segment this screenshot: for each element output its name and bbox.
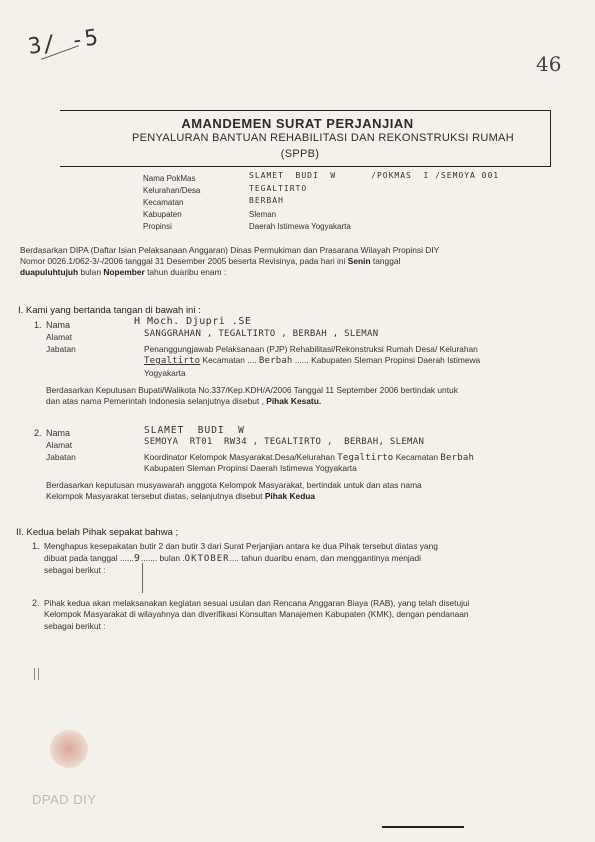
- party-1-basis-line-1: Berdasarkan Keputusan Bupati/Walikota No.337/Kep.KDH/A/2006 Tanggal 11 September 2006 bertindak untuk: [46, 385, 458, 395]
- section-2-item-2-line-2: Kelompok Masyarakat di wilayahnya dan diverifikasi Konsultan Manajemen Kabupaten (KMK), dengan pendanaan: [44, 609, 469, 619]
- party-1-basis-text: dan atas nama Pemerintah Indonesia selanjutnya disebut ,: [46, 396, 264, 406]
- item-1-line-2-start: dibuat pada tanggal ......: [44, 553, 134, 563]
- intro-line-1: Berdasarkan DIPA (Daftar Isian Pelaksanaan Anggaran) Dinas Permukiman dan Prasarana Wilayah Propinsi DIY: [20, 245, 440, 255]
- party-2-kecamatan-value: Berbah: [440, 453, 475, 463]
- identity-label-nama-pokmas: Nama PokMas: [143, 174, 196, 183]
- footer-rule: [382, 826, 464, 828]
- party-2-alamat-label: Alamat: [46, 440, 73, 450]
- margin-pencil-mark: [34, 668, 35, 680]
- party-2-jabatan-text: Koordinator Kelompok Masyarakat.Desa/Kelurahan: [144, 452, 335, 462]
- item-1-day-value: 9: [133, 553, 141, 564]
- corner-handwritten-mark: 3/ -5: [26, 25, 101, 60]
- party-1-number: 1.: [34, 320, 42, 330]
- document-title: AMANDEMEN SURAT PERJANJIAN: [181, 116, 414, 131]
- item-1-month-value: OKTOBER: [184, 554, 230, 564]
- intro-line-3: [20, 267, 226, 277]
- intro-line-2-text: Nomor 0026.1/062-3/-/2006 tanggal 31 Desember 2005 beserta Revisinya, pada hari ini: [20, 256, 346, 266]
- party-2-jabatan-line-2: Kabupaten Sleman Propinsi Daerah Istimewa Yogyakarta: [144, 463, 357, 473]
- party-1-alamat-label: Alamat: [46, 332, 73, 342]
- intro-line-3-end: tahun duaribu enam :: [147, 267, 227, 277]
- party-1-jabatan-line-2-end: ...... Kabupaten Sleman Propinsi Daerah Istimewa: [294, 355, 481, 365]
- section-2-item-1-line-2: [44, 553, 421, 564]
- faded-seal-stamp: [50, 730, 88, 768]
- party-1-alamat-value: SANGGRAHAN , TEGALTIRTO , BERBAH , SLEMAN: [144, 329, 379, 339]
- party-2-nama-label: Nama: [46, 428, 71, 438]
- party-1-jabatan-line-1: Penanggungjawab Pelaksanaan (PJP) Rehabilitasi/Rekonstruksi Rumah Desa/ Kelurahan: [144, 344, 478, 354]
- section-2-item-2-line-3: sebagai berikut :: [44, 621, 106, 631]
- section-1-heading: I. Kami yang bertanda tangan di bawah ini :: [18, 305, 201, 316]
- party-2-jabatan-line-1: [144, 452, 474, 463]
- party-2-basis-line-1: Berdasarkan keputusan musyawarah anggota Kelompok Masyarakat, bertindak untuk dan atas nama: [46, 480, 422, 490]
- intro-month: Nopember: [103, 267, 145, 277]
- identity-label-propinsi: Propinsi: [143, 222, 172, 231]
- party-2-alamat-value: SEMOYA RT01 RW34 , TEGALTIRTO , BERBAH, SLEMAN: [144, 437, 425, 447]
- party-1-kecamatan-label: Kecamatan ....: [202, 355, 257, 365]
- party-1-kecamatan-value: Berbah: [258, 356, 293, 366]
- intro-line-3-mid: bulan: [80, 267, 101, 277]
- identity-value-kelurahan: TEGALTIRTO: [249, 184, 308, 193]
- identity-value-kabupaten: Sleman: [249, 210, 277, 219]
- section-2-item-1-number: 1.: [32, 541, 40, 551]
- party-2-desa-value: Tegaltirto: [337, 453, 394, 463]
- intro-date: duapuluhtujuh: [20, 267, 79, 277]
- archive-watermark: DPAD DIY: [32, 792, 97, 807]
- item-1-line-2-mid: ....... bulan .: [140, 553, 185, 563]
- party-2-nama-value: SLAMET BUDI W: [144, 425, 245, 436]
- party-2-jabatan-label: Jabatan: [46, 452, 76, 462]
- party-2-basis-line-2: [46, 491, 315, 501]
- section-2-item-2-line-1: Pihak kedua akan melaksanakan kegiatan sesuai usulan dan Rencana Anggaran Biaya (RAB), yang telah disetujui: [44, 598, 470, 608]
- handwritten-vertical-mark: [142, 563, 143, 593]
- party-1-nama-value: H Moch. Djupri .SE: [134, 316, 252, 327]
- party-1-role: Pihak Kesatu.: [266, 396, 322, 406]
- party-2-number: 2.: [34, 428, 42, 438]
- party-1-desa-value: Tegaltirto: [144, 356, 201, 366]
- document-abbreviation: (SPPB): [280, 148, 320, 160]
- section-2-item-1-line-1: Menghapus kesepakatan butir 2 dan butir 3 dari Surat Perjanjian antara ke dua Pihak tersebut diatas yang: [44, 541, 438, 551]
- margin-pencil-mark-2: [38, 668, 39, 680]
- party-2-kecamatan-label: Kecamatan: [395, 452, 439, 462]
- page-number: 46: [536, 52, 562, 76]
- party-1-basis-line-2: [46, 396, 321, 406]
- party-2-basis-text: Kelompok Masyarakat tersebut diatas, selanjutnya disebut: [46, 491, 263, 501]
- section-2-heading: II. Kedua belah Pihak sepakat bahwa ;: [16, 527, 179, 538]
- item-1-line-2-end: .... tahun duaribu enam, dan menggantinya menjadi: [229, 553, 421, 563]
- identity-label-kelurahan: Kelurahan/Desa: [143, 186, 201, 195]
- section-2-item-2-number: 2.: [32, 598, 40, 608]
- party-1-jabatan-line-3: Yogyakarta: [144, 368, 186, 378]
- intro-line-2: [20, 256, 400, 266]
- identity-value-nama-pokmas: SLAMET BUDI W /POKMAS I /SEMOYA 001: [249, 171, 500, 180]
- identity-value-kecamatan: BERBAH: [249, 196, 284, 205]
- identity-label-kabupaten: Kabupaten: [143, 210, 182, 219]
- party-1-jabatan-label: Jabatan: [46, 344, 76, 354]
- party-1-nama-label: Nama: [46, 320, 71, 330]
- identity-value-propinsi: Daerah Istimewa Yogyakarta: [249, 222, 351, 231]
- intro-line-2-end: tanggal: [372, 256, 401, 266]
- party-2-role: Pihak Kedua: [264, 491, 316, 501]
- party-1-jabatan-line-2: [144, 355, 480, 366]
- identity-label-kecamatan: Kecamatan: [143, 198, 184, 207]
- section-2-item-1-line-3: sebagai berikut :: [44, 565, 106, 575]
- intro-day: Senin: [347, 256, 371, 266]
- document-subtitle: PENYALURAN BANTUAN REHABILITASI DAN REKONSTRUKSI RUMAH: [132, 132, 514, 144]
